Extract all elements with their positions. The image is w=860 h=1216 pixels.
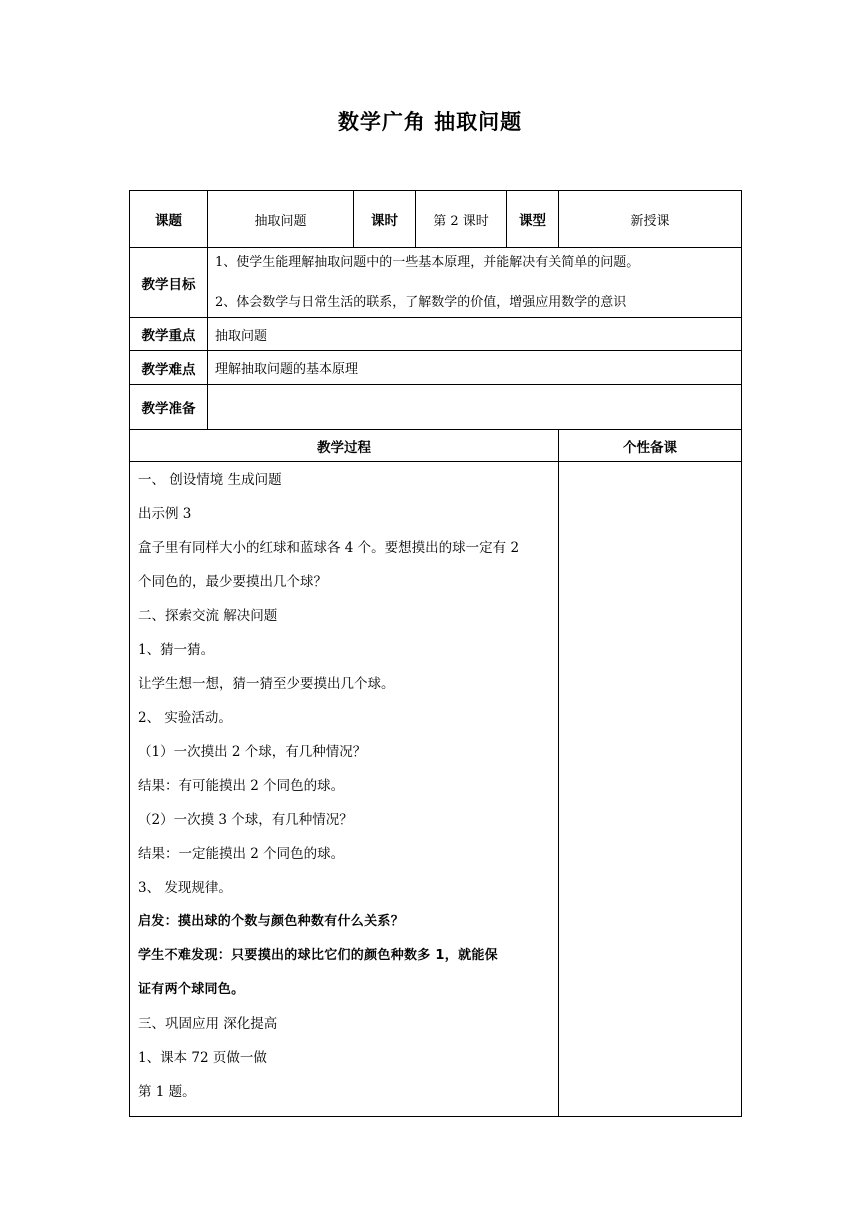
- process-header-row: [130, 430, 742, 462]
- process-line: （2）一次摸 3 个球，有几种情况？: [138, 812, 353, 828]
- process-line: 1、课本 72 页做一做: [138, 1050, 267, 1066]
- process-line: 3、 发现规律。: [138, 880, 232, 896]
- process-bold-line: 证有两个球同色。: [138, 982, 245, 997]
- process-line: （1）一次摸出 2 个球，有几种情况？: [138, 744, 367, 760]
- personal-notes-cell: [559, 462, 742, 1117]
- goals-label: 教学目标: [130, 248, 208, 318]
- goal-item-1: 1、使学生能理解抽取问题中的一些基本原理，并能解决有关简单的问题。: [215, 254, 640, 270]
- difficulty-label: 教学难点: [130, 351, 208, 385]
- topic-label: 课题: [130, 191, 208, 248]
- lesson-plan-table: [129, 190, 742, 1117]
- preparation-row: [130, 385, 742, 430]
- process-line: 个同色的，最少要摸出几个球？: [138, 574, 327, 590]
- process-line: 2、 实验活动。: [138, 710, 232, 726]
- personal-notes-header: 个性备课: [559, 430, 742, 462]
- preparation-label: 教学准备: [130, 385, 208, 430]
- process-line: 结果：一定能摸出 2 个同色的球。: [138, 846, 345, 862]
- process-line: 出示例 3: [138, 506, 192, 522]
- process-bold-line: 启发：摸出球的个数与颜色种数有什么关系？: [138, 914, 405, 929]
- process-line: 三、巩固应用 深化提高: [138, 1016, 278, 1032]
- key-point-row: [130, 318, 742, 351]
- process-line: 一、 创设情境 生成问题: [138, 472, 282, 488]
- process-line: 二、探索交流 解决问题: [138, 608, 278, 624]
- topic-value: 抽取问题: [208, 191, 354, 248]
- process-content: [130, 462, 559, 1117]
- period-value: 第 2 课时: [416, 191, 507, 248]
- preparation-value: [208, 385, 742, 430]
- process-line: 1、猜一猜。: [138, 642, 215, 658]
- goal-item-2: 2、体会数学与日常生活的联系，了解数学的价值，增强应用数学的意识: [215, 294, 627, 310]
- goals-row: [130, 248, 742, 318]
- process-line: 第 1 题。: [138, 1084, 196, 1100]
- process-line: 盒子里有同样大小的红球和蓝球各 4 个。要想摸出的球一定有 2: [138, 540, 520, 556]
- key-point-label: 教学重点: [130, 318, 208, 351]
- type-label: 课型: [507, 191, 559, 248]
- difficulty-row: [130, 351, 742, 385]
- type-value: 新授课: [559, 191, 742, 248]
- process-line: 结果：有可能摸出 2 个同色的球。: [138, 778, 345, 794]
- process-header: 教学过程: [130, 430, 559, 462]
- process-line: 让学生想一想，猜一猜至少要摸出几个球。: [138, 676, 395, 692]
- process-body-row: [130, 462, 742, 1117]
- process-bold-line: 学生不难发现：只要摸出的球比它们的颜色种数多 1，就能保: [138, 948, 498, 963]
- info-row: [130, 191, 742, 248]
- period-label: 课时: [354, 191, 416, 248]
- goals-cell: [208, 248, 742, 318]
- document-title: 数学广角 抽取问题: [337, 110, 523, 134]
- difficulty-value: 理解抽取问题的基本原理: [208, 351, 742, 385]
- key-point-value: 抽取问题: [208, 318, 742, 351]
